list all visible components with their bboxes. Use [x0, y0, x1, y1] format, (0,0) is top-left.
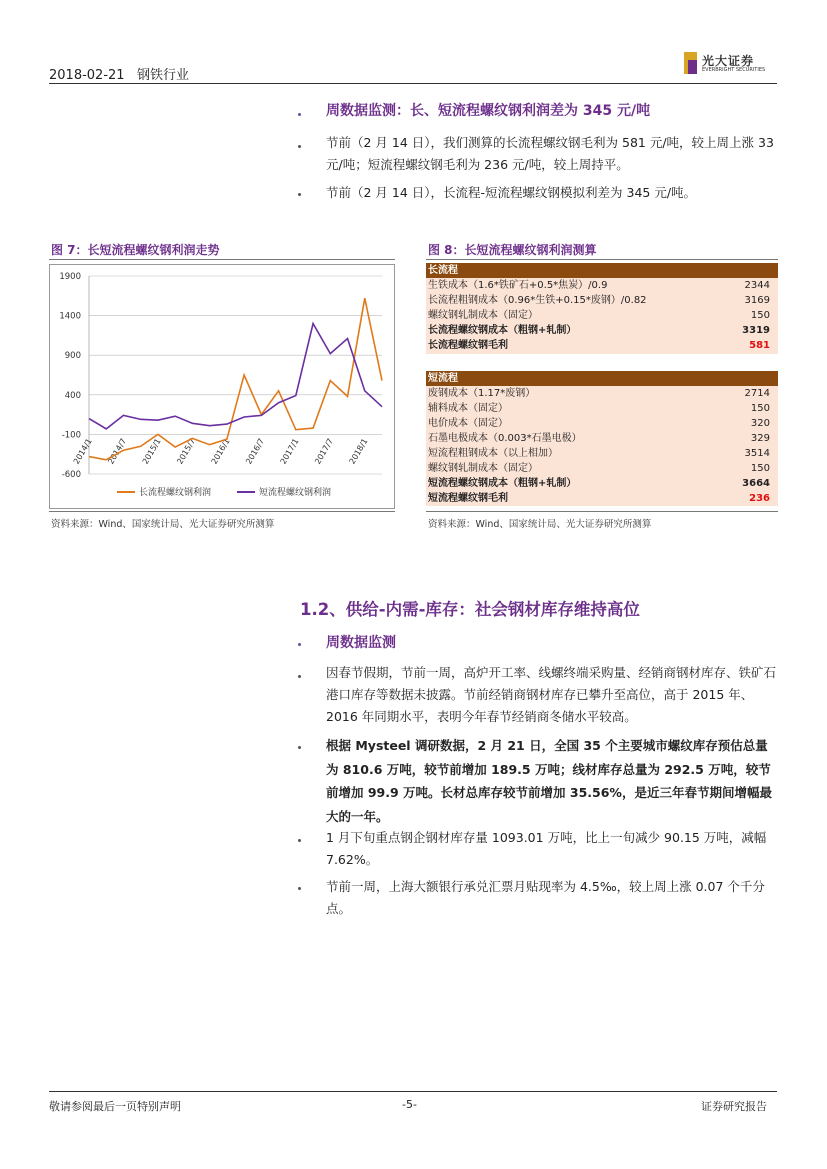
- x-tick-label: 2015/7: [175, 436, 198, 466]
- x-tick-label: 2016/7: [244, 436, 267, 466]
- row-label: 长流程螺纹钢成本（粗钢+轧制）: [428, 325, 577, 337]
- bullet-dot: [298, 839, 301, 842]
- table-row: [426, 401, 778, 416]
- section2-heading: 周数据监测: [326, 635, 396, 651]
- row-label: 长流程螺纹钢毛利: [428, 340, 508, 352]
- x-tick-label: 2014/1: [71, 436, 94, 466]
- legend-label: 短流程螺纹钢利润: [259, 488, 332, 498]
- x-tick-label: 2014/7: [106, 436, 129, 466]
- row-label: 短流程螺纹钢成本（粗钢+轧制）: [428, 478, 577, 490]
- row-value: 2344: [744, 280, 770, 292]
- row-value: 3664: [742, 478, 770, 490]
- x-tick-label: 2018/1: [347, 436, 370, 466]
- logo-en-text: EVERBRIGHT SECURITIES: [702, 67, 766, 73]
- section2-bullet-2: 根据 Mysteel 调研数据，2 月 21 日，全国 35 个主要城市螺纹库存预估总量为 810.6 万吨，较节前增加 189.5 万吨；线材库存总量为 292.5 万吨，较节前增加 99.9 万吨。长材总库存较节前增加 35.56%，是近三年春节期间增幅最大的一年。: [326, 738, 772, 824]
- x-tick-label: 2017/7: [313, 436, 336, 466]
- header-industry: 钢铁行业: [136, 68, 189, 83]
- row-value: 2714: [744, 387, 770, 399]
- y-tick-label: 1900: [59, 272, 81, 282]
- table-row: [426, 278, 778, 293]
- y-tick-label: 400: [64, 390, 81, 401]
- table-row: [426, 308, 778, 323]
- y-tick-label: 1400: [59, 311, 81, 322]
- row-value: 236: [749, 493, 770, 505]
- bullet-dot: [298, 113, 301, 116]
- y-tick-label: -600: [61, 470, 81, 480]
- section1-bullet-1: 节前（2 月 14 日），我们测算的长流程螺纹钢毛利为 581 元/吨，较上周上涨 33 元/吨；短流程螺纹钢毛利为 236 元/吨，较上周持平。: [326, 135, 774, 172]
- footer-divider: [49, 1091, 777, 1092]
- row-label: 短流程粗钢成本（以上相加）: [428, 448, 558, 460]
- footer-disclaimer: 敬请参阅最后一页特别声明: [49, 1100, 181, 1113]
- figure8-title: 图 8：长短流程螺纹钢利润测算: [428, 243, 597, 257]
- row-value: 3514: [744, 448, 770, 460]
- bullet-dot: [298, 675, 301, 678]
- table-header-long: [426, 263, 778, 278]
- row-value: 581: [749, 340, 770, 352]
- figure8-title-rule: [426, 259, 778, 260]
- row-label: 废钢成本（1.17*废钢）: [428, 387, 536, 399]
- x-tick-label: 2017/1: [278, 436, 301, 466]
- row-value: 3319: [742, 325, 770, 337]
- figure8-source: 资料来源：Wind、国家统计局、光大证券研究所测算: [428, 519, 652, 530]
- section2-bullet-3: 1 月下旬重点钢企钢材库存量 1093.01 万吨，比上一旬减少 90.15 万吨，减幅 7.62%。: [326, 830, 767, 867]
- row-label: 生铁成本（1.6*铁矿石+0.5*焦炭）/0.9: [428, 280, 608, 292]
- table-row: [426, 446, 778, 461]
- section1-bullet-2: 节前（2 月 14 日），长流程-短流程螺纹钢模拟利差为 345 元/吨。: [326, 185, 697, 200]
- logo-cn-text: 光大证券: [702, 54, 755, 68]
- table-row-total: [426, 476, 778, 491]
- section2-title: 1.2、供给-内需-库存：社会钢材库存维持高位: [300, 600, 640, 619]
- footer-page-number: -5-: [402, 1098, 417, 1111]
- bullet-dot: [298, 887, 301, 890]
- chart-border: [50, 265, 395, 509]
- row-label: 短流程螺纹钢毛利: [428, 493, 508, 505]
- figure7-title-rule: [49, 259, 395, 260]
- row-value: 150: [750, 310, 770, 322]
- table-row: [426, 431, 778, 446]
- figure7-title: 图 7：长短流程螺纹钢利润走势: [51, 243, 220, 257]
- y-tick-label: -100: [61, 430, 81, 441]
- bullet-dot: [298, 643, 301, 646]
- figure7-bottom-rule: [49, 511, 395, 512]
- row-value: 320: [750, 417, 770, 429]
- table-spacer: [426, 354, 778, 371]
- table-row: [426, 293, 778, 308]
- figure8-table: [426, 263, 778, 506]
- figure7-source: 资料来源：Wind、国家统计局、光大证券研究所测算: [51, 519, 275, 530]
- table-row-profit: [426, 491, 778, 506]
- table-row: [426, 461, 778, 476]
- section2-bullet-4: 节前一周，上海大额银行承兑汇票月贴现率为 4.5‰，较上周上涨 0.07 个千分点。: [326, 879, 765, 916]
- y-tick-label: 900: [64, 351, 81, 362]
- header-date: 2018-02-21: [49, 68, 125, 83]
- row-label: 螺纹钢轧制成本（固定）: [428, 463, 538, 475]
- figure7-line-chart: [49, 264, 395, 509]
- logo-mark-accent: [688, 60, 697, 74]
- table-header-short-label: 短流程: [428, 372, 458, 384]
- table-header-short: [426, 371, 778, 386]
- row-value: 3169: [744, 295, 770, 307]
- row-value: 329: [750, 432, 770, 444]
- header-divider: [49, 83, 777, 84]
- header-date-industry: [49, 64, 189, 83]
- x-tick-label: 2016/1: [209, 436, 232, 466]
- section2-bullet-1: 因春节假期，节前一周，高炉开工率、线螺终端采购量、经销商钢材库存、铁矿石港口库存等数据未披露。节前经销商钢材库存已攀升至高位，高于 2015 年、2016 年同期水平，表明今年春节经销商冬储水平较高。: [326, 665, 777, 724]
- row-value: 150: [750, 463, 770, 475]
- row-label: 长流程粗钢成本（0.96*生铁+0.15*废钢）/0.82: [428, 295, 647, 307]
- section1-heading: 周数据监测：长、短流程螺纹钢利润差为 345 元/吨: [326, 103, 651, 119]
- legend-label: 长流程螺纹钢利润: [139, 488, 212, 498]
- row-label: 石墨电极成本（0.003*石墨电极）: [428, 432, 582, 444]
- table-row: [426, 416, 778, 431]
- bullet-dot: [298, 145, 301, 148]
- bullet-dot: [298, 193, 301, 196]
- row-label: 螺纹钢轧制成本（固定）: [428, 310, 538, 322]
- row-value: 150: [750, 402, 770, 414]
- figure8-bottom-rule: [426, 511, 778, 512]
- footer-report-type: 证券研究报告: [701, 1100, 767, 1113]
- table-row-profit: [426, 338, 778, 353]
- table-row-total: [426, 323, 778, 338]
- row-label: 电价成本（固定）: [428, 417, 508, 429]
- company-logo: [684, 52, 780, 76]
- x-tick-label: 2015/1: [140, 436, 163, 466]
- table-row: [426, 386, 778, 401]
- table-header-long-label: 长流程: [428, 265, 458, 276]
- bullet-dot: [298, 746, 301, 749]
- row-label: 辅料成本（固定）: [428, 402, 508, 414]
